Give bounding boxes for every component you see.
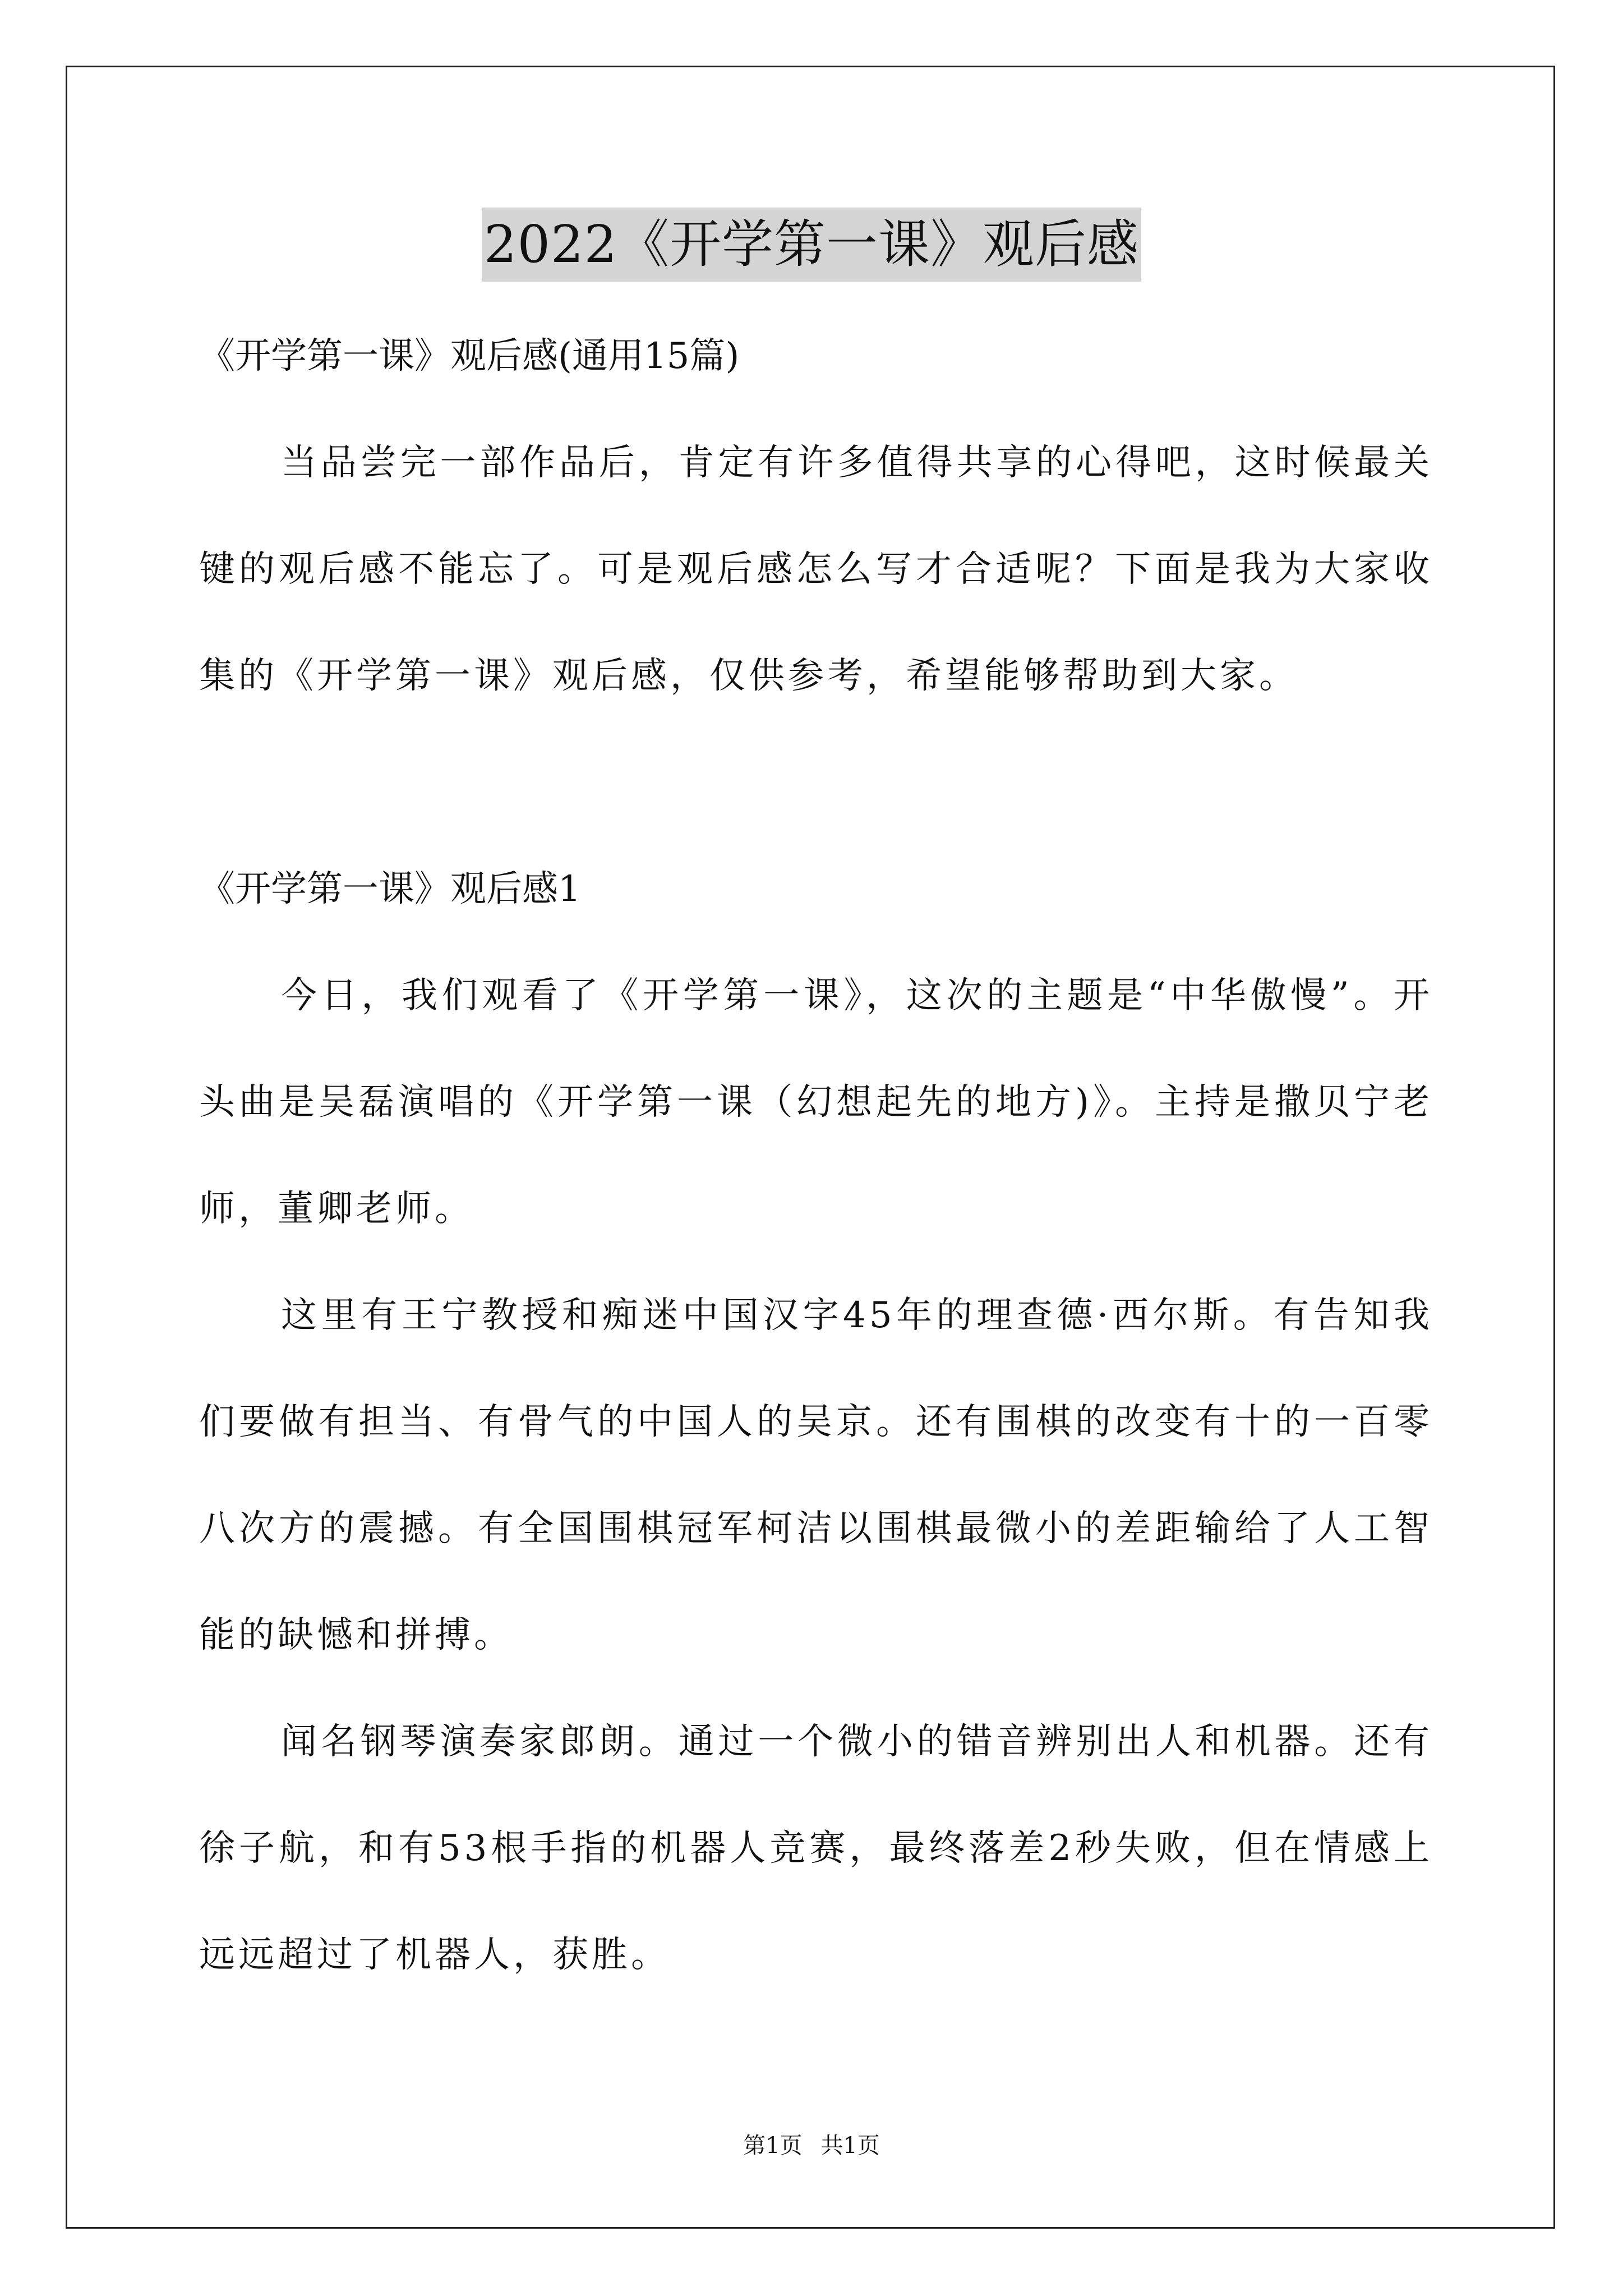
body-paragraph: 这里有王宁教授和痴迷中国汉字45年的理查德·西尔斯。有告知我们要做有担当、有骨气的中国人的吴京。还有围棋的改变有十的一百零八次方的震撼。有全国围棋冠军柯洁以围棋最微小的差距输给了人工智能的缺憾和拼搏。 [199, 1295, 1433, 1656]
intro-paragraph: 当品尝完一部作品后，肯定有许多值得共享的心得吧，这时候最关键的观后感不能忘了。可是观后感怎么写才合适呢？下面是我为大家收集的《开学第一课》观后感，仅供参考，希望能够帮助到大家。 [199, 442, 1433, 697]
body-paragraph: 今日，我们观看了《开学第一课》，这次的主题是“中华傲慢”。开头曲是吴磊演唱的《开学第一课（幻想起先的地方)》。主持是撒贝宁老师，董卿老师。 [199, 975, 1433, 1230]
page-footer [0, 2129, 1623, 2162]
page-total: 共1页 [820, 2133, 880, 2159]
body-paragraph: 闻名钢琴演奏家郎朗。通过一个微小的错音辨别出人和机器。还有徐子航，和有53根手指的机器人竞赛，最终落差2秒失败，但在情感上远远超过了机器人，获胜。 [199, 1721, 1433, 1976]
section-heading: 《开学第一课》观后感1 [199, 868, 581, 910]
document-body [199, 303, 1433, 2008]
page-number: 第1页 [743, 2133, 803, 2159]
document-title: 2022《开学第一课》观后感 [482, 208, 1141, 282]
spacer [199, 729, 1433, 836]
document-subtitle: 《开学第一课》观后感(通用15篇) [199, 335, 740, 377]
title-wrapper [0, 208, 1623, 282]
